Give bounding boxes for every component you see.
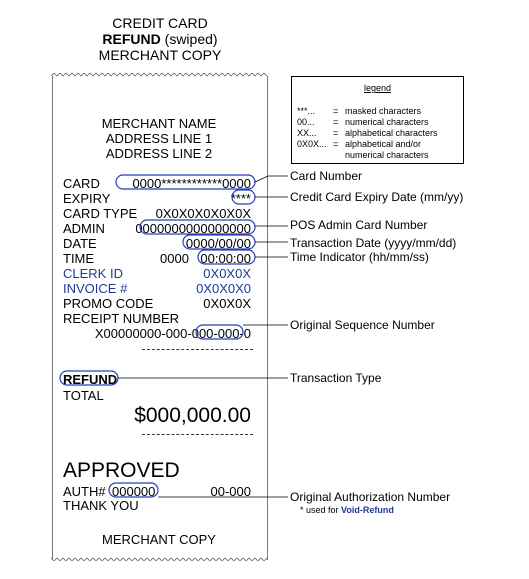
clerk-id-label: CLERK ID [63, 266, 123, 281]
legend-desc-1: masked characters [345, 106, 422, 116]
date-highlight [183, 235, 255, 249]
admin-highlight [140, 220, 255, 234]
auth-value: 000000 [112, 484, 156, 499]
legend-title: legend [363, 83, 392, 93]
auth-code: 00-000 [210, 484, 251, 499]
receipt-number-label: RECEIPT NUMBER [63, 311, 180, 326]
promo-code-value: 0X0X0X [203, 296, 251, 311]
address-line-2: ADDRESS LINE 2 [105, 146, 213, 161]
receipt-number-value: X00000000-000-000-000-0 [94, 326, 251, 341]
invoice-label: INVOICE # [63, 281, 128, 296]
time-value: 00:00:00 [200, 251, 251, 266]
annotation-admin: POS Admin Card Number [290, 218, 428, 232]
legend-sym-3: XX... [297, 128, 317, 138]
legend-desc-2: numerical characters [345, 117, 429, 127]
invoice-value: 0X0X0X0 [196, 281, 251, 296]
annotation-note-prefix: * used for [300, 505, 342, 515]
annotation-time: Time Indicator (hh/mm/ss) [290, 250, 429, 264]
header-swiped: (swiped) [160, 31, 218, 47]
card-label: CARD [63, 176, 100, 191]
legend-desc-4: alphabetical and/or [345, 139, 422, 149]
expiry-label: EXPIRY [63, 191, 111, 206]
annotation-card-number: Card Number [290, 169, 363, 183]
legend-eq-2: = [333, 117, 339, 127]
card-number-highlight [116, 175, 255, 189]
annotation-type: Transaction Type [290, 371, 382, 385]
type-highlight [60, 371, 118, 385]
time-label: TIME [63, 251, 95, 266]
legend-eq-1: = [333, 106, 339, 116]
header-refund: REFUND [102, 31, 161, 47]
auth-highlight [109, 483, 158, 497]
card-type-value: 0X0X0X0X0X0X [155, 206, 251, 221]
legend-eq-4: = [333, 139, 339, 149]
address-line-1: ADDRESS LINE 1 [105, 131, 213, 146]
admin-value: 0000000000000000 [135, 221, 251, 236]
time-highlight [198, 250, 255, 264]
legend-eq-3: = [333, 128, 339, 138]
auth-label: AUTH# [63, 484, 106, 499]
transaction-type: REFUND [63, 372, 118, 387]
annotation-expiry: Credit Card Expiry Date (mm/yy) [290, 190, 464, 204]
thank-you: THANK YOU [63, 498, 139, 513]
header-line-1: CREDIT CARD [112, 15, 208, 31]
legend-sym-4: 0X0X... [297, 139, 327, 149]
legend-sym-2: 00... [297, 117, 315, 127]
card-type-label: CARD TYPE [63, 206, 138, 221]
annotation-note-bold: Void-Refund [341, 505, 394, 515]
sequence-highlight [196, 325, 243, 339]
total-amount: $000,000.00 [134, 404, 251, 427]
header-line-3: MERCHANT COPY [98, 47, 222, 63]
merchant-name: MERCHANT NAME [101, 116, 217, 131]
legend-desc-5: numerical characters [345, 150, 429, 160]
legend-desc-3: alphabetical characters [345, 128, 438, 138]
admin-label: ADMIN [63, 221, 105, 236]
footer-merchant-copy: MERCHANT COPY [102, 532, 216, 547]
expiry-value: **** [230, 191, 251, 206]
approved-text: APPROVED [63, 459, 180, 482]
date-value: 0000/00/00 [185, 236, 251, 251]
date-label: DATE [63, 236, 97, 251]
annotation-auth: Original Authorization Number [290, 490, 451, 504]
expiry-highlight [232, 190, 255, 204]
annotation-sequence: Original Sequence Number [290, 318, 435, 332]
legend-sym-1: ***... [297, 106, 316, 116]
time-number: 0000 [160, 251, 189, 266]
leader-card-number [255, 176, 288, 182]
total-label: TOTAL [63, 388, 104, 403]
annotation-date: Transaction Date (yyyy/mm/dd) [290, 236, 457, 250]
card-value: 0000************0000 [132, 176, 251, 191]
promo-code-label: PROMO CODE [63, 296, 154, 311]
clerk-id-value: 0X0X0X [203, 266, 251, 281]
